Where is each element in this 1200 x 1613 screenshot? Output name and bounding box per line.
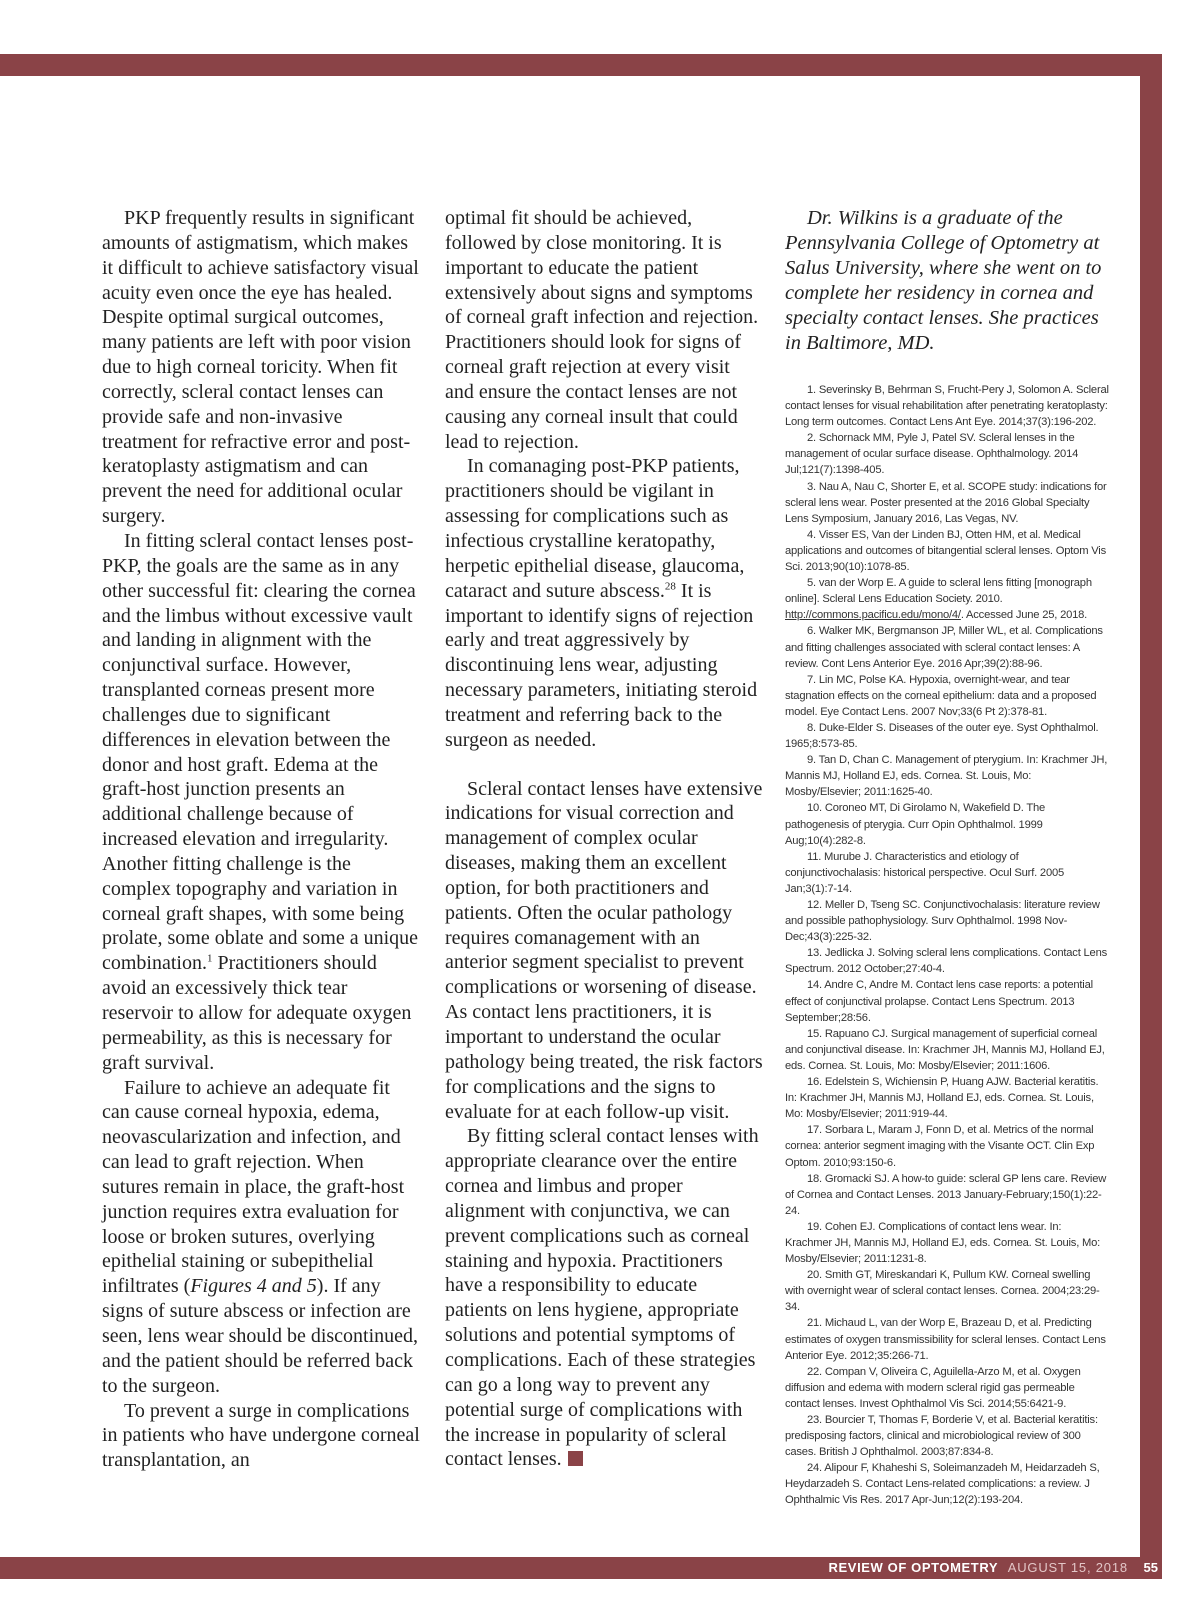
author-bio: Dr. Wilkins is a graduate of the Pennsylvania College of Optometry at Salus University, where she went on to complete her residency in cornea and specialty contact lenses. She practices in Baltimore, MD.	[785, 207, 1102, 354]
reference-item: 22. Compan V, Oliveira C, Aguilella-Arzo M, et al. Oxygen diffusion and edema with modern scleral rigid gas permeable contact lenses. Invest Ophthalmol Vis Sci. 2014;55:6421-9.	[785, 1365, 1081, 1410]
reference-item: 10. Coroneo MT, Di Girolamo N, Wakefield D. The pathogenesis of pterygia. Curr Opin Ophthalmol. 1999 Aug;10(4):282-8.	[785, 802, 1046, 847]
paragraph: PKP frequently results in significant amounts of astigmatism, which makes it difficult to achieve satisfactory visual acuity even once the eye has healed. Despite optimal surgical outcomes, many patients are left with poor vision due to high corneal toricity. When fit correctly, scleral contact lenses can provide safe and non-invasive treatment for refractive error and post-keratoplasty astigmatism and can prevent the need for additional ocular surgery.	[102, 207, 419, 528]
reference-item: 6. Walker MK, Bergmanson JP, Miller WL, et al. Complications and fitting challenges associated with scleral contact lenses: A review. Cont Lens Anterior Eye. 2016 Apr;39(2):88-96.	[785, 625, 1103, 670]
magazine-name: REVIEW OF OPTOMETRY	[828, 1560, 999, 1575]
reference-item: 20. Smith GT, Mireskandari K, Pullum KW. Corneal swelling with overnight wear of scleral contact lenses. Cornea. 2004;23:29-34.	[785, 1269, 1100, 1314]
page-footer	[829, 1557, 1158, 1579]
citation: 28	[664, 580, 676, 592]
page-number: 55	[1143, 1560, 1158, 1575]
reference-item: 24. Alipour F, Khaheshi S, Soleimanzadeh M, Heidarzadeh S, Heydarzadeh S. Contact Lens-related complications: a review. J Ophthalmic Vis Res. 2017 Apr-Jun;12(2):193-204.	[785, 1462, 1100, 1507]
reference-item: 17. Sorbara L, Maram J, Fonn D, et al. Metrics of the normal cornea: anterior segment imaging with the Visante OCT. Clin Exp Optom. 2010;93:150-6.	[785, 1124, 1095, 1169]
reference-item: 1. Severinsky B, Behrman S, Frucht-Pery J, Solomon A. Scleral contact lenses for visual rehabilitation after penetrating keratoplasty: Long term outcomes. Contact Lens Ant Eye. 2014;37(3):196-202.	[785, 384, 1109, 429]
reference-item: 13. Jedlicka J. Solving scleral lens complications. Contact Lens Spectrum. 2012 October;27:40-4.	[785, 947, 1107, 976]
end-of-article-icon	[568, 1451, 583, 1466]
citation: 1	[206, 952, 213, 965]
reference-item: 7. Lin MC, Polse KA. Hypoxia, overnight-wear, and tear stagnation effects on the corneal epithelium: data and a proposed model. Eye Contact Lens. 2007 Nov;33(6 Pt 2):378-81.	[785, 673, 1097, 718]
paragraph: Failure to achieve an adequate fit can cause corneal hypoxia, edema, neovascularization and infection, and can lead to graft rejection. When sutures remain in place, the graft-host junction requires extra evaluation for loose or broken sutures, overlying epithelial staining or subepithelial infiltrates (Figures 4 and 5). If any signs of suture abscess or infection are seen, lens wear should be discontinued, and the patient should be referred back to the surgeon.	[102, 1076, 419, 1397]
article-column-1	[102, 206, 420, 1473]
page-border-right	[1140, 54, 1162, 1579]
reference-item: 8. Duke-Elder S. Diseases of the outer eye. Syst Ophthalmol. 1965;8:573-85.	[785, 721, 1099, 751]
reference-item: 5. van der Worp E. A guide to scleral lens fitting [monograph online]. Scleral Lens Education Society. 2010. http://commons.pacificu.edu/mono/4/. Accessed June 25, 2018.	[785, 577, 1092, 622]
reference-item: 4. Visser ES, Van der Linden BJ, Otten HM, et al. Medical applications and outcomes of bitangential scleral lenses. Optom Vis Sci. 2013;90(10):1078-85.	[785, 528, 1106, 574]
reference-item: 11. Murube J. Characteristics and etiology of conjunctivochalasis: historical perspective. Ocul Surf. 2005 Jan;3(1):7-14.	[785, 850, 1065, 895]
reference-item: 2. Schornack MM, Pyle J, Patel SV. Scleral lenses in the management of ocular surface disease. Ophthalmology. 2014 Jul;121(7):1398-405.	[785, 432, 1079, 477]
reference-item: 19. Cohen EJ. Complications of contact lens wear. In: Krachmer JH, Mannis MJ, Holland EJ, eds. Cornea. St. Louis, Mo: Mosby/Elsevier; 2011:1231-8.	[785, 1220, 1101, 1266]
reference-item: 23. Bourcier T, Thomas F, Borderie V, et al. Bacterial keratitis: predisposing factors, clinical and microbiological review of 300 cases. British J Ophthalmol. 2003;87:834-8.	[785, 1414, 1098, 1459]
paragraph: optimal fit should be achieved, followed by close monitoring. It is important to educate the patient extensively about signs and symptoms of corneal graft infection and rejection. Practitioners should look for signs of corneal graft rejection at every visit and ensure the contact lenses are not causing any corneal insult that could lead to rejection.	[445, 207, 759, 453]
page-border-top	[0, 54, 1162, 76]
paragraph: Scleral contact lenses have extensive indications for visual correction and management of complex ocular diseases, making them an excellent option, for both practitioners and patients. Often the ocular pathology requires comanagement with an anterior segment specialist to prevent complications or worsening of disease. As contact lens practitioners, it is important to understand the ocular pathology being treated, the risk factors for complications and the signs to evaluate for at each follow-up visit.	[445, 777, 763, 1123]
issue-date: AUGUST 15, 2018	[1007, 1560, 1128, 1575]
paragraph: In comanaging post-PKP patients, practitioners should be vigilant in assessing for complications such as infectious crystalline keratopathy, herpetic epithelial disease, glaucoma, cataract and suture abscess.$^{28}$ It is important to identify signs of rejection early and treat aggressively by discontinuing lens wear, adjusting necessary parameters, initiating steroid treatment and referring back to the surgeon as needed.	[445, 455, 758, 751]
reference-item: 3. Nau A, Nau C, Shorter E, et al. SCOPE study: indications for scleral lens wear. Poster presented at the 2016 Global Specialty Lens Symposium, January 2016, Las Vegas, NV.	[785, 480, 1107, 525]
article-column-2	[445, 206, 763, 1472]
reference-link[interactable]: http://commons.pacificu.edu/mono/4/	[785, 609, 961, 622]
paragraph: To prevent a surge in complications in patients who have undergone corneal transplantation, an	[102, 1399, 420, 1472]
references-list	[785, 382, 1110, 1509]
paragraph: In fitting scleral contact lenses post-PKP, the goals are the same as in any other successful fit: clearing the cornea and the limbus without excessive vault and landing in alignment with the conjunctival surface. However, transplanted corneas present more challenges due to significant differences in elevation between the donor and host graft. Edema at the graft-host junction presents an additional challenge because of increased elevation and irregularity. Another fitting challenge is the complex topography and variation in corneal graft shapes, with some being prolate, some oblate and some a unique combination.$^1$ Practitioners should avoid an excessively thick tear reservoir to allow for adequate oxygen permeability, as this is necessary for graft survival.	[102, 529, 419, 1074]
article-column-3	[785, 206, 1110, 1509]
reference-item: 15. Rapuano CJ. Surgical management of superficial corneal and conjunctival disease. In: Krachmer JH, Mannis MJ, Holland EJ, eds. Cornea. St. Louis, Mo: Mosby/Elsevier; 2011:1606.	[785, 1027, 1105, 1072]
reference-item: 12. Meller D, Tseng SC. Conjunctivochalasis: literature review and possible pathophysiology. Surv Ophthalmol. 1998 Nov-Dec;43(3):225-32.	[785, 899, 1100, 944]
reference-item: 18. Gromacki SJ. A how-to guide: scleral GP lens care. Review of Cornea and Contact Lenses. 2013 January-February;150(1):22-24.	[785, 1172, 1107, 1217]
figure-reference: Figures 4 and 5	[190, 1275, 317, 1298]
reference-item: 21. Michaud L, van der Worp E, Brazeau D, et al. Predicting estimates of oxygen transmissibility for scleral lenses. Contact Lens Anterior Eye. 2012;35:266-71.	[785, 1317, 1106, 1362]
reference-item: 16. Edelstein S, Wichiensin P, Huang AJW. Bacterial keratitis. In: Krachmer JH, Mannis MJ, Holland EJ, eds. Cornea. St. Louis, Mo: Mosby/Elsevier; 2011:919-44.	[785, 1076, 1099, 1121]
paragraph: By fitting scleral contact lenses with appropriate clearance over the entire cornea and limbus and proper alignment with conjunctiva, we can prevent complications such as corneal staining and hypoxia. Practitioners have a responsibility to educate patients on lens hygiene, appropriate solutions and potential symptoms of complications. Each of these strategies can go a long way to prevent any potential surge of complications with the increase in popularity of scleral contact lenses.	[445, 1125, 759, 1471]
reference-item: 14. Andre C, Andre M. Contact lens case reports: a potential effect of conjunctival prolapse. Contact Lens Spectrum. 2013 September;28:56.	[785, 979, 1093, 1024]
reference-item: 9. Tan D, Chan C. Management of pterygium. In: Krachmer JH, Mannis MJ, Holland EJ, eds. Cornea. St. Louis, Mo: Mosby/Elsevier; 2011:1625-40.	[785, 754, 1108, 799]
